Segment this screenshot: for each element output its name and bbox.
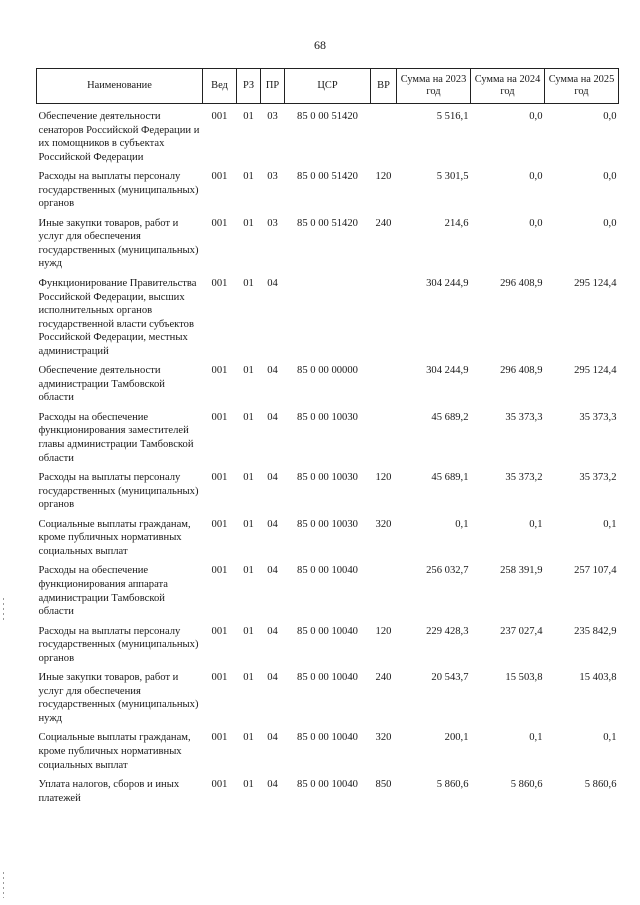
cell-sum-2023: 304 244,9 <box>426 278 469 290</box>
cell-rz: 01 <box>243 411 254 423</box>
cell-vr <box>371 362 397 409</box>
cell-sum-2025: 295 124,4 <box>574 278 617 290</box>
cell-sum-2023: 229 428,3 <box>426 625 469 637</box>
cell-ved: 001 <box>211 472 228 484</box>
cell-pr: 04 <box>267 565 278 577</box>
header-sum-2025: Сумма на 2025 год <box>545 69 619 104</box>
table-header-row <box>37 69 619 104</box>
cell-csr: 85 0 00 51420 <box>297 111 358 122</box>
cell-name: Уплата налогов, сборов и иных платежей <box>38 779 180 804</box>
cell-ved: 001 <box>211 217 228 229</box>
table-row <box>37 215 619 275</box>
cell-ved: 001 <box>211 411 228 423</box>
cell-sum-2023: 5 301,5 <box>436 171 469 183</box>
cell-sum-2025: 0,1 <box>603 518 617 530</box>
cell-ved: 001 <box>211 111 228 122</box>
cell-rz: 01 <box>243 472 254 484</box>
cell-sum-2024: 0,0 <box>529 111 543 122</box>
cell-name: Социальные выплаты гражданам, кроме публичных нормативных социальных выплат <box>38 732 191 771</box>
cell-csr: 85 0 00 10030 <box>297 518 358 530</box>
cell-sum-2024: 5 860,6 <box>510 779 543 791</box>
cell-pr: 04 <box>267 625 278 637</box>
cell-pr: 03 <box>267 111 278 122</box>
cell-csr: 85 0 00 10040 <box>297 732 358 744</box>
cell-sum-2024: 0,0 <box>529 171 543 183</box>
header-pr: ПР <box>261 69 285 104</box>
cell-name: Расходы на выплаты персоналу государственных (муниципальных) органов <box>38 472 199 511</box>
cell-sum-2025: 295 124,4 <box>574 365 617 377</box>
budget-table <box>36 68 619 809</box>
cell-sum-2024: 296 408,9 <box>500 365 543 377</box>
table-body <box>37 104 619 810</box>
cell-sum-2023: 45 689,1 <box>431 472 469 484</box>
cell-name: Обеспечение деятельности администрации Тамбовской области <box>38 365 165 404</box>
cell-pr: 04 <box>267 672 278 684</box>
cell-ved: 001 <box>211 779 228 791</box>
cell-csr: 85 0 00 10040 <box>297 672 358 684</box>
cell-name: Расходы на обеспечение функционирования аппарата администрации Тамбовской области <box>38 565 168 618</box>
cell-sum-2025: 0,0 <box>603 111 617 122</box>
cell-sum-2024: 35 373,3 <box>505 411 543 423</box>
cell-vr: 120 <box>375 625 392 637</box>
table-row <box>37 669 619 729</box>
page-number: 68 <box>314 38 326 52</box>
cell-name: Функционирование Правительства Российской Федерации, высших исполнительных органов государственной власти субъектов Российской Федерации, местных администраций <box>38 278 197 357</box>
cell-sum-2024: 0,1 <box>529 518 543 530</box>
cell-vr: 120 <box>375 171 392 183</box>
cell-vr <box>371 104 397 169</box>
cell-vr <box>371 275 397 362</box>
table-row <box>37 776 619 809</box>
cell-csr: 85 0 00 10030 <box>297 472 358 484</box>
cell-vr: 240 <box>375 672 392 684</box>
cell-ved: 001 <box>211 565 228 577</box>
cell-sum-2024: 35 373,2 <box>505 472 543 484</box>
cell-sum-2024: 0,1 <box>529 732 543 744</box>
cell-name: Расходы на выплаты персоналу государственных (муниципальных) органов <box>38 171 199 210</box>
cell-sum-2025: 0,1 <box>603 732 617 744</box>
table-row <box>37 516 619 563</box>
cell-csr <box>285 275 371 362</box>
cell-rz: 01 <box>243 278 254 290</box>
cell-rz: 01 <box>243 625 254 637</box>
header-rz: РЗ <box>237 69 261 104</box>
cell-name: Иные закупки товаров, работ и услуг для обеспечения государственных (муниципальных) нужд <box>38 217 199 270</box>
cell-csr: 85 0 00 51420 <box>297 171 358 183</box>
cell-vr: 120 <box>375 472 392 484</box>
header-sum-2024: Сумма на 2024 год <box>471 69 545 104</box>
cell-sum-2023: 5 516,1 <box>436 111 469 122</box>
table-row <box>37 168 619 215</box>
cell-pr: 04 <box>267 779 278 791</box>
cell-ved: 001 <box>211 672 228 684</box>
cell-sum-2023: 200,1 <box>444 732 469 744</box>
table-row <box>37 623 619 670</box>
cell-csr: 85 0 00 00000 <box>297 365 358 377</box>
cell-rz: 01 <box>243 565 254 577</box>
cell-pr: 04 <box>267 518 278 530</box>
cell-pr: 04 <box>267 365 278 377</box>
cell-sum-2023: 0,1 <box>455 518 469 530</box>
cell-csr: 85 0 00 10030 <box>297 411 358 423</box>
cell-csr: 85 0 00 51420 <box>297 217 358 229</box>
cell-name: Обеспечение деятельности сенаторов Российской Федерации и их помощников в субъектах Российской Федерации <box>38 111 200 163</box>
cell-rz: 01 <box>243 111 254 122</box>
cell-name: Социальные выплаты гражданам, кроме публичных нормативных социальных выплат <box>38 518 191 557</box>
cell-sum-2025: 235 842,9 <box>574 625 617 637</box>
scan-artifact <box>3 872 4 898</box>
cell-csr: 85 0 00 10040 <box>297 625 358 637</box>
table-row <box>37 469 619 516</box>
cell-rz: 01 <box>243 518 254 530</box>
cell-ved: 001 <box>211 365 228 377</box>
scan-artifact <box>3 598 4 620</box>
cell-pr: 04 <box>267 472 278 484</box>
cell-sum-2023: 214,6 <box>444 217 469 229</box>
cell-sum-2025: 15 403,8 <box>579 672 617 684</box>
cell-rz: 01 <box>243 672 254 684</box>
cell-sum-2023: 256 032,7 <box>426 565 469 577</box>
cell-vr <box>371 409 397 469</box>
header-sum-2023: Сумма на 2023 год <box>397 69 471 104</box>
cell-name: Расходы на выплаты персоналу государственных (муниципальных) органов <box>38 625 199 664</box>
cell-vr: 320 <box>375 518 392 530</box>
cell-sum-2023: 304 244,9 <box>426 365 469 377</box>
cell-sum-2025: 0,0 <box>603 171 617 183</box>
header-ved: Вед <box>203 69 237 104</box>
cell-pr: 04 <box>267 411 278 423</box>
cell-csr: 85 0 00 10040 <box>297 565 358 577</box>
table-row <box>37 562 619 622</box>
table-row <box>37 409 619 469</box>
cell-sum-2024: 237 027,4 <box>500 625 543 637</box>
cell-sum-2024: 0,0 <box>529 217 543 229</box>
cell-vr <box>371 562 397 622</box>
cell-sum-2024: 296 408,9 <box>500 278 543 290</box>
header-vr: ВР <box>371 69 397 104</box>
cell-sum-2023: 20 543,7 <box>431 672 469 684</box>
cell-vr: 240 <box>375 217 392 229</box>
cell-rz: 01 <box>243 779 254 791</box>
cell-csr: 85 0 00 10040 <box>297 779 358 791</box>
cell-rz: 01 <box>243 732 254 744</box>
cell-sum-2025: 0,0 <box>603 217 617 229</box>
table-row <box>37 104 619 169</box>
cell-ved: 001 <box>211 171 228 183</box>
cell-pr: 04 <box>267 732 278 744</box>
cell-name: Расходы на обеспечение функционирования заместителей главы администрации Тамбовской области <box>38 411 194 464</box>
cell-sum-2025: 257 107,4 <box>574 565 617 577</box>
cell-ved: 001 <box>211 625 228 637</box>
cell-sum-2025: 35 373,2 <box>579 472 617 484</box>
cell-rz: 01 <box>243 171 254 183</box>
cell-sum-2023: 45 689,2 <box>431 411 469 423</box>
cell-ved: 001 <box>211 732 228 744</box>
cell-sum-2024: 15 503,8 <box>505 672 543 684</box>
header-csr: ЦСР <box>285 69 371 104</box>
cell-pr: 03 <box>267 217 278 229</box>
cell-sum-2025: 35 373,3 <box>579 411 617 423</box>
table-row <box>37 275 619 362</box>
table-row <box>37 729 619 776</box>
cell-name: Иные закупки товаров, работ и услуг для обеспечения государственных (муниципальных) нужд <box>38 672 199 724</box>
cell-rz: 01 <box>243 217 254 229</box>
cell-sum-2025: 5 860,6 <box>584 779 617 791</box>
cell-vr: 320 <box>375 732 392 744</box>
cell-rz: 01 <box>243 365 254 377</box>
cell-sum-2023: 5 860,6 <box>436 779 469 791</box>
cell-sum-2024: 258 391,9 <box>500 565 543 577</box>
cell-ved: 001 <box>211 278 228 290</box>
table-row <box>37 362 619 409</box>
cell-pr: 04 <box>267 278 278 290</box>
cell-pr: 03 <box>267 171 278 183</box>
cell-ved: 001 <box>211 518 228 530</box>
header-name: Наименование <box>37 69 203 104</box>
cell-vr: 850 <box>375 779 392 791</box>
